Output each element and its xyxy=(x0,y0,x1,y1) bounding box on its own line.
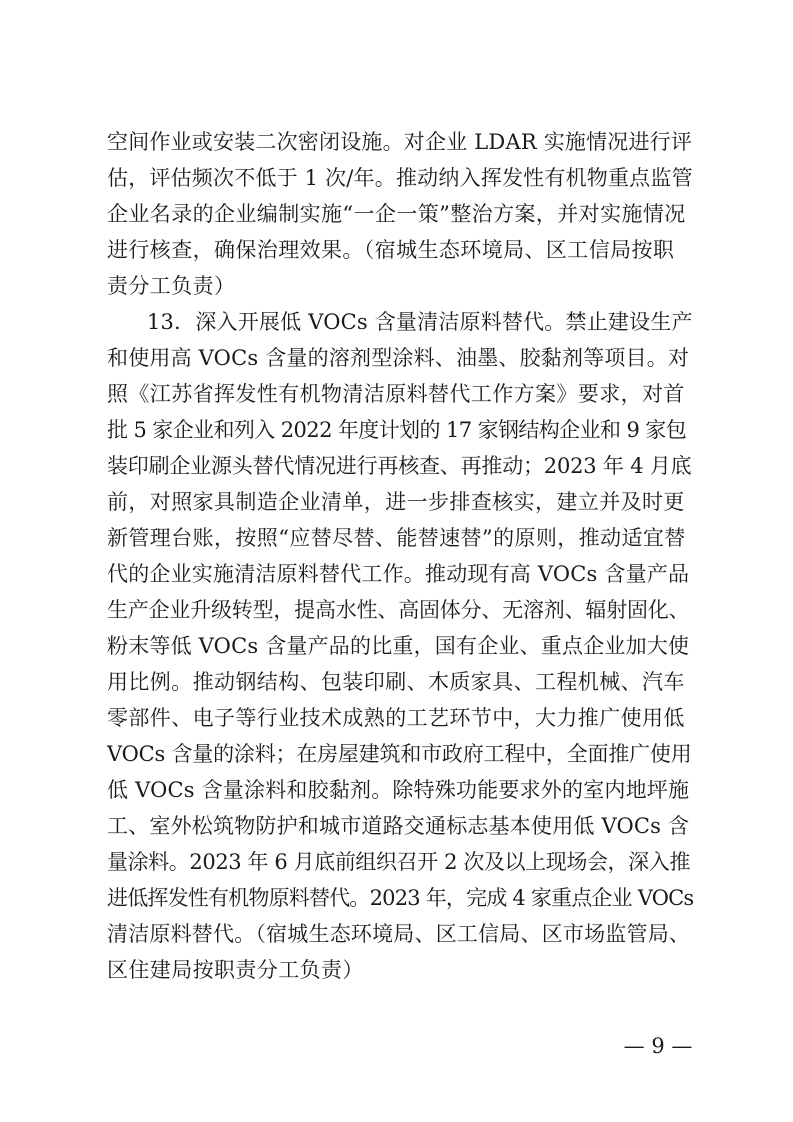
text-line: 低 VOCs 含量涂料和胶黏剂。除特殊功能要求外的室内地坪施 xyxy=(107,778,690,802)
text-line: 进行核查，确保治理效果。（宿城生态环境局、区工信局按职 xyxy=(107,238,675,262)
text-line: 清洁原料替代。（宿城生态环境局、区工信局、区市场监管局、 xyxy=(107,922,691,946)
text-line: 生产企业升级转型，提高水性、高固体分、无溶剂、辐射固化、 xyxy=(107,598,690,622)
text-line: 和使用高 VOCs 含量的溶剂型涂料、油墨、胶黏剂等项目。对 xyxy=(107,346,690,370)
paragraph-13-first-line: 13．深入开展低 VOCs 含量清洁原料替代。禁止建设生产 xyxy=(147,310,693,334)
text-line: 装印刷企业源头替代情况进行再核查、再推动；2023 年 4 月底 xyxy=(107,454,692,478)
text-line: 前，对照家具制造企业清单，进一步排查核实，建立并及时更 xyxy=(107,490,685,514)
page-number: — 9 — xyxy=(623,1034,693,1058)
text-line: 进低挥发性有机物原料替代。2023 年，完成 4 家重点企业 VOCs xyxy=(107,886,694,910)
text-line: 照《江苏省挥发性有机物清洁原料替代工作方案》要求，对首 xyxy=(107,382,685,406)
text-line: 批 5 家企业和列入 2022 年度计划的 17 家钢结构企业和 9 家包 xyxy=(107,418,687,442)
text-line: 新管理台账，按照“应替尽替、能替速替”的原则，推动适宜替 xyxy=(107,526,686,550)
text-line: 零部件、电子等行业技术成熟的工艺环节中，大力推广使用低 xyxy=(107,706,685,730)
text-line: 估，评估频次不低于 1 次/年。推动纳入挥发性有机物重点监管 xyxy=(107,166,693,190)
text-line: 用比例。推动钢结构、包装印刷、木质家具、工程机械、汽车 xyxy=(107,670,685,694)
text-line: 责分工负责） xyxy=(107,274,236,298)
text-line: 空间作业或安装二次密闭设施。对企业 LDAR 实施情况进行评 xyxy=(107,130,693,154)
text-line: 粉末等低 VOCs 含量产品的比重，国有企业、重点企业加大使 xyxy=(107,634,690,658)
text-line: 工、室外松筑物防护和城市道路交通标志基本使用低 VOCs 含 xyxy=(107,814,690,838)
text-line: 区住建局按职责分工负责） xyxy=(107,958,364,982)
text-line: 企业名录的企业编制实施“一企一策”整治方案，并对实施情况 xyxy=(107,202,686,226)
text-line: 代的企业实施清洁原料替代工作。推动现有高 VOCs 含量产品 xyxy=(107,562,690,586)
text-line: 量涂料。2023 年 6 月底前组织召开 2 次及以上现场会，深入推 xyxy=(107,850,690,874)
text-line: VOCs 含量的涂料；在房屋建筑和市政府工程中，全面推广使用 xyxy=(107,742,692,766)
